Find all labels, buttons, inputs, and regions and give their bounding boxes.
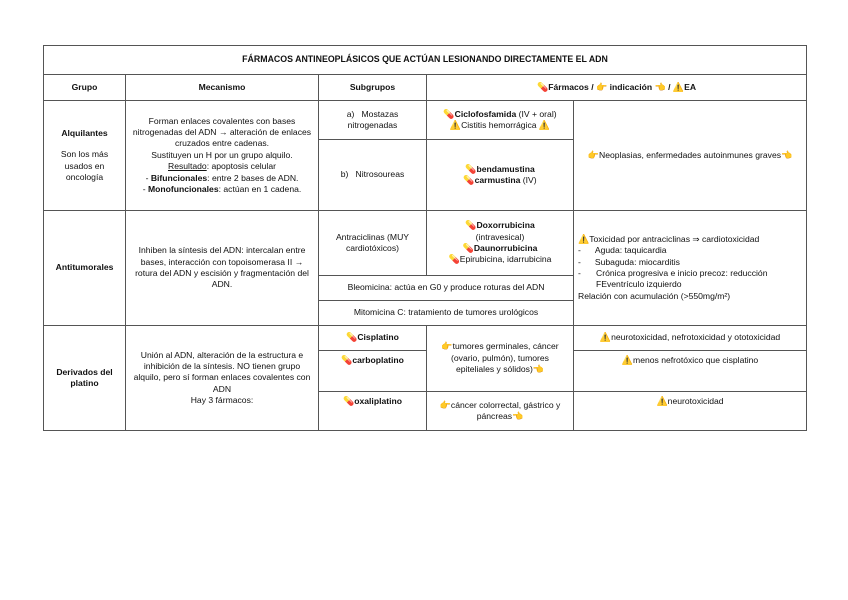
pill-icon: 💊: [537, 81, 549, 92]
pill-icon: 💊: [463, 175, 475, 185]
cistitis-hemorragica: Cistitis hemorrágica: [461, 120, 537, 130]
doxorrubicina-line: [431, 220, 569, 231]
ciclofosfamida: Ciclofosfamida: [454, 108, 517, 119]
warning-icon: ⚠️: [599, 332, 612, 343]
bendamustina-line: [431, 164, 569, 175]
hand-pointing-right-icon: 👉: [587, 149, 600, 160]
alquilantes-subtitle: Son los más usados en oncología: [60, 149, 109, 182]
antitumorales-row-1: [44, 211, 807, 276]
warning-icon: ⚠️: [449, 120, 462, 130]
subgroup-a-letter: a): [346, 108, 355, 119]
carmustina-note: (IV): [520, 175, 537, 185]
warning-icon: ⚠️: [672, 81, 685, 92]
platino-indication-12-text: tumores germinales, cáncer (ovario, pulmón), tumores epiteliales y sólidos): [451, 341, 559, 375]
carboplatino-ea-text: menos nefrotóxico que cisplatino: [633, 355, 759, 365]
header-indicacion: indicación: [607, 81, 655, 92]
hand-pointing-right-icon: 👉: [441, 341, 453, 352]
platino-mech-text: Unión al ADN, alteración de la estructura e inhibición de la síntesis. NO tienen grupo alquilo, pero sí forman enlaces covalentes con ADN: [133, 349, 311, 394]
result-text: : apoptosis celular: [206, 161, 276, 172]
pill-icon: 💊: [341, 355, 353, 365]
alquilantes-name: Alquilantes: [61, 127, 108, 138]
daunorrubicina-line: [431, 243, 569, 254]
subgroup-b-text: Nitrosoureas: [355, 169, 405, 180]
subgroup-b-letter: b): [340, 169, 349, 180]
platino-name: Derivados del platino: [44, 326, 126, 431]
header-farmacos: Fármacos /: [548, 81, 596, 92]
warning-icon: ⚠️: [656, 396, 668, 406]
alquilantes-drugs-a: [427, 101, 574, 140]
platino-mechanism: [126, 326, 319, 431]
oxaliplatino-cell: [319, 392, 427, 431]
alquilantes-mech-result: [130, 161, 314, 172]
oxaliplatino-ea: [574, 392, 807, 431]
ea-item-aguda: - Aguda: taquicardia: [578, 245, 667, 256]
toxicidad-title: [578, 234, 802, 245]
bleomicina-cell: Bleomicina: actúa en G0 y produce roturas del ADN: [319, 276, 574, 301]
warning-icon: ⚠️: [538, 120, 551, 130]
bifunctional-label: Bifuncionales: [150, 172, 208, 183]
header-subgrupos: Subgrupos: [319, 75, 427, 101]
toxicidad-title-text: Toxicidad por antraciclinas ⇒ cardiotoxicidad: [589, 233, 760, 244]
ea-item-subaguda-text: Subaguda: miocarditis: [594, 256, 680, 267]
hand-pointing-left-icon: 👈: [781, 149, 793, 160]
ciclofosfamida-line: [431, 109, 569, 120]
carmustina: carmustina: [474, 175, 521, 185]
antraciclinas-drugs: [427, 211, 574, 276]
alquilantes-subgroup-a: [319, 101, 427, 140]
oxaliplatino-ea-text: neurotoxicidad: [667, 396, 724, 406]
table-title: FÁRMACOS ANTINEOPLÁSICOS QUE ACTÚAN LESIONANDO DIRECTAMENTE EL ADN: [44, 46, 807, 75]
epirubicina-line: [431, 254, 569, 265]
result-label: Resultado: [168, 161, 207, 172]
pill-icon: 💊: [465, 220, 477, 231]
cisplatino-ea-text: neurotoxicidad, nefrotoxicidad y ototoxicidad: [611, 332, 781, 343]
alquilantes-mechanism: [126, 101, 319, 211]
ea-item-cronica-text: Crónica progresiva e inicio precoz: reducción FEventrículo izquierdo: [596, 268, 768, 290]
subgroup-a-text: Mostazas nitrogenadas: [347, 108, 399, 130]
alquilantes-subgroup-b: [319, 140, 427, 211]
bifunctional-text: : entre 2 bases de ADN.: [207, 172, 299, 183]
alquilantes-mech-line2: Sustituyen un H por un grupo alquilo.: [151, 149, 293, 160]
alquilantes-mech-monofunctional: - Monofuncionales: actúan en 1 cadena.: [142, 183, 302, 194]
epirubicina: Epirubicina, idarrubicina: [459, 254, 552, 265]
platino-row-1: [44, 326, 807, 351]
alquilantes-indication: [574, 101, 807, 211]
monofunctional-label: Monofuncionales: [147, 183, 219, 194]
ea-item-subaguda: - Subaguda: miocarditis: [578, 256, 680, 267]
platino-mech-count: Hay 3 fármacos:: [190, 395, 254, 406]
cisplatino: Cisplatino: [357, 332, 399, 343]
oxaliplatino: oxaliplatino: [354, 396, 402, 406]
header-farmacos-indicacion-ea: [427, 75, 807, 101]
hand-pointing-left-icon: 👈: [654, 81, 666, 92]
alquilantes-mech-line1: Forman enlaces covalentes con bases nitrogenadas del ADN → alteración de enlaces cruzados entre cadenas.: [132, 115, 312, 149]
oxaliplatino-indication: [427, 392, 574, 431]
pill-icon: 💊: [346, 332, 358, 343]
doxorrubicina: Doxorrubicina: [476, 220, 535, 231]
ea-relation: Relación con acumulación (>550mg/m²): [578, 290, 731, 301]
alquilantes-indication-text: Neoplasias, enfermedades autoinmunes graves: [599, 149, 782, 160]
alquilantes-drugs-b: [427, 140, 574, 211]
carmustina-line: [431, 175, 569, 186]
pill-icon: 💊: [443, 108, 455, 119]
header-mecanismo: Mecanismo: [126, 75, 319, 101]
pill-icon: 💊: [343, 396, 355, 406]
monofunctional-text: : actúan en 1 cadena.: [218, 183, 302, 194]
pill-icon: 💊: [462, 243, 474, 253]
cistitis-line: [431, 120, 569, 131]
carboplatino-ea: [574, 351, 807, 392]
cisplatino-ea: [574, 326, 807, 351]
antraciclinas-ea: [574, 211, 807, 326]
antineoplastic-drugs-table: [43, 45, 807, 431]
header-slash: /: [665, 81, 673, 92]
ea-item-aguda-text: Aguda: taquicardia: [594, 245, 667, 256]
pill-icon: 💊: [448, 254, 460, 265]
antitumorales-name: Antitumorales: [44, 211, 126, 326]
carboplatino: carboplatino: [352, 355, 404, 365]
header-ea: EA: [684, 81, 697, 92]
carboplatino-cell: [319, 351, 427, 392]
mitomicina-cell: Mitomicina C: tratamiento de tumores urológicos: [319, 301, 574, 326]
alquilantes-mech-bifunctional: - Bifuncionales: entre 2 bases de ADN.: [145, 172, 299, 183]
header-row: [44, 75, 807, 101]
ea-item-cronica: - Crónica progresiva e inicio precoz: reducción FEventrículo izquierdo: [578, 268, 802, 291]
hand-pointing-left-icon: 👈: [512, 411, 524, 421]
pill-icon: 💊: [465, 163, 477, 174]
hand-pointing-right-icon: 👉: [439, 399, 451, 410]
warning-icon: ⚠️: [578, 233, 590, 244]
warning-icon: ⚠️: [621, 355, 634, 365]
ciclofosfamida-note: (IV + oral): [516, 108, 557, 119]
antitumorales-mechanism: Inhiben la síntesis del ADN: intercalan entre bases, interacción con topoisomerasa II → rotura del ADN y escisión y fragmentación del ADN.: [126, 211, 319, 326]
doxorrubicina-note: (intravesical): [475, 231, 525, 242]
alquilantes-group-cell: [44, 101, 126, 211]
bendamustina: bendamustina: [476, 163, 535, 174]
oxaliplatino-indication-text: cáncer colorrectal, gástrico y páncreas: [450, 399, 561, 421]
platino-indication-12: [427, 326, 574, 392]
alquilantes-row-1: [44, 101, 807, 140]
daunorrubicina: Daunorrubicina: [473, 243, 538, 253]
antraciclinas-subgroup: Antraciclinas (MUY cardiotóxicos): [319, 211, 427, 276]
cisplatino-cell: [319, 326, 427, 351]
hand-pointing-left-icon: 👈: [532, 364, 545, 375]
hand-pointing-right-icon: 👉: [595, 81, 608, 92]
header-grupo: Grupo: [44, 75, 126, 101]
